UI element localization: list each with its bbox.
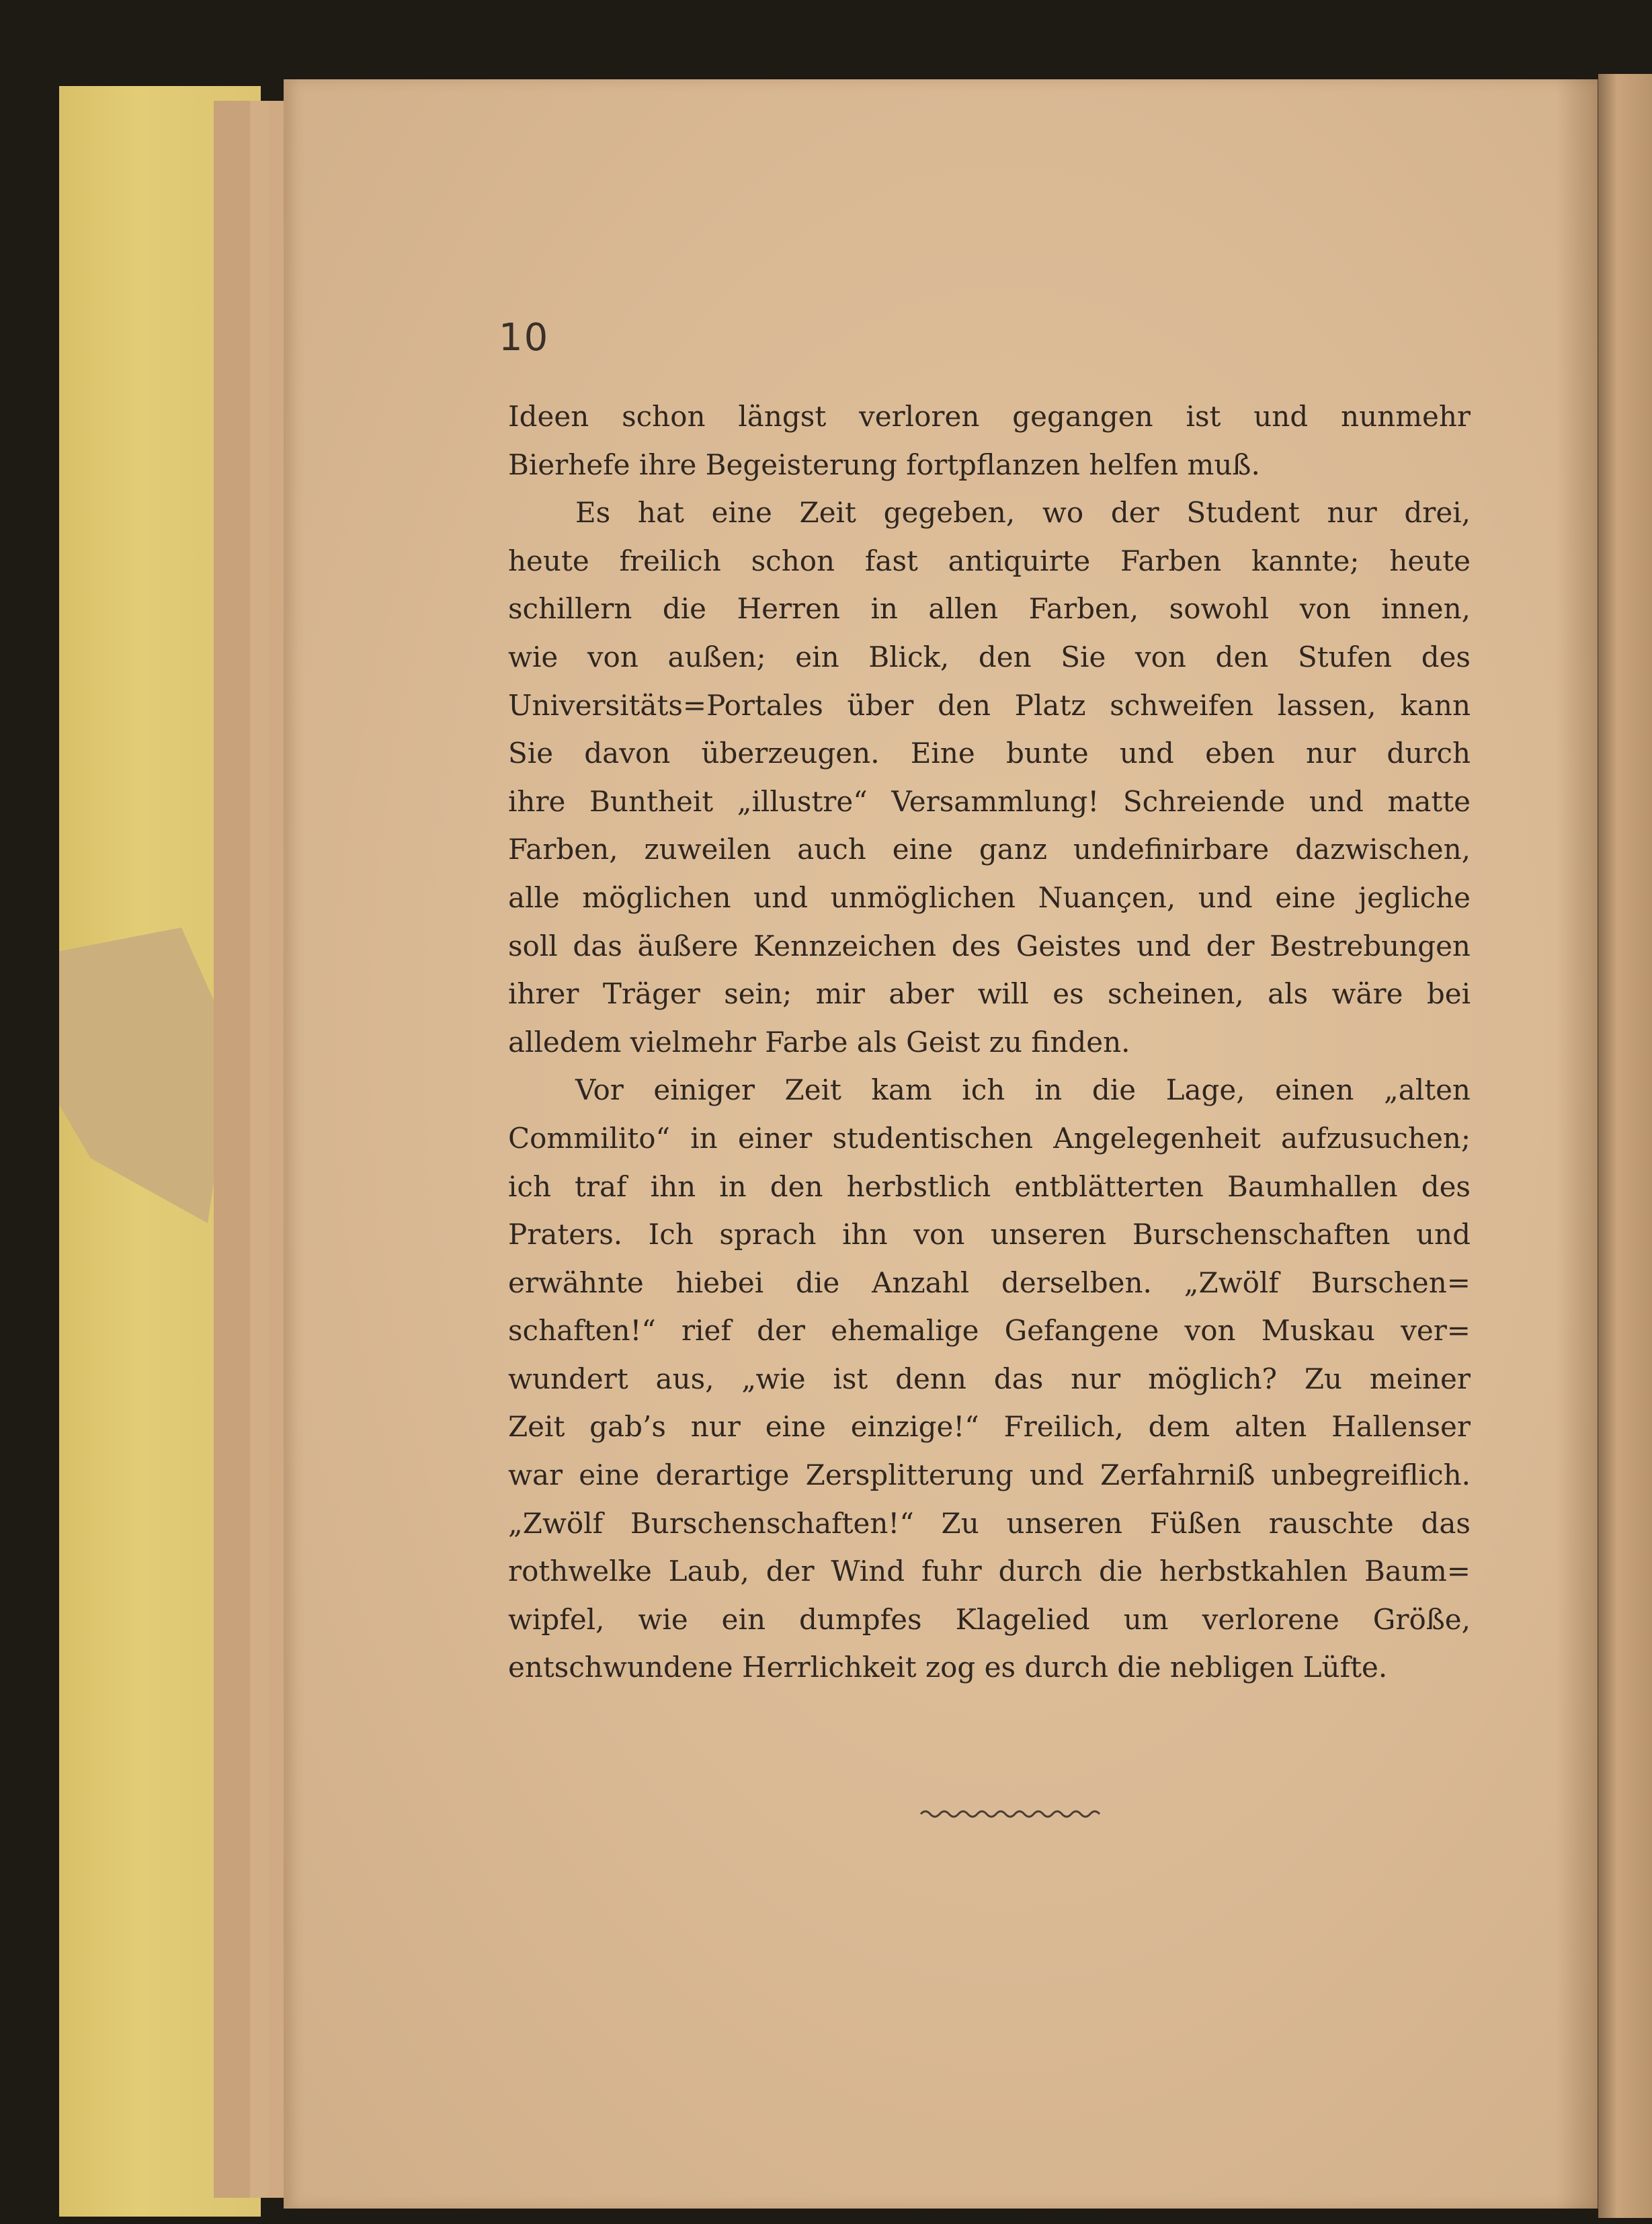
text-line: ihre Buntheit „illustre“ Versammlung! Schreiende und matte bbox=[508, 784, 1471, 818]
gutter-shadow bbox=[1556, 79, 1600, 2209]
text-line: Praters. Ich sprach ihn von unseren Burschenschaften und bbox=[508, 1218, 1471, 1251]
text-line: Vor einiger Zeit kam ich in die Lage, einen „alten bbox=[575, 1073, 1471, 1107]
text-line: erwähnte hiebei die Anzahl derselben. „Zwölf Burschen= bbox=[508, 1266, 1471, 1299]
facing-page-edge bbox=[1598, 74, 1652, 2218]
text-line: wipfel, wie ein dumpfes Klagelied um verlorene Größe, bbox=[508, 1602, 1471, 1636]
ornamental-squiggle-divider bbox=[917, 1804, 1106, 1824]
text-line: Commilito“ in einer studentischen Angelegenheit aufzusuchen; bbox=[508, 1121, 1471, 1155]
text-line: alledem vielmehr Farbe als Geist zu finden. bbox=[508, 1025, 1130, 1059]
text-line: schillern die Herren in allen Farben, sowohl von innen, bbox=[508, 592, 1471, 626]
text-line: Es hat eine Zeit gegeben, wo der Student nur drei, bbox=[575, 496, 1471, 530]
text-line: „Zwölf Burschenschaften!“ Zu unseren Füßen rauschte das bbox=[508, 1506, 1471, 1540]
text-line: Ideen schon längst verloren gegangen ist und nunmehr bbox=[508, 400, 1471, 433]
text-line: wundert aus, „wie ist denn das nur möglich? Zu meiner bbox=[508, 1362, 1471, 1395]
text-line: rothwelke Laub, der Wind fuhr durch die herbstkahlen Baum= bbox=[508, 1555, 1471, 1588]
body-text bbox=[508, 393, 1471, 1692]
text-line: Zeit gab’s nur eine einzige!“ Freilich, dem alten Hallenser bbox=[508, 1410, 1471, 1444]
text-line: ihrer Träger sein; mir aber will es scheinen, als wäre bei bbox=[508, 977, 1471, 1011]
text-line: schaften!“ rief der ehemalige Gefangene von Muskau ver= bbox=[508, 1314, 1471, 1348]
text-line: soll das äußere Kennzeichen des Geistes und der Bestrebungen bbox=[508, 929, 1471, 962]
text-line: Farben, zuweilen auch eine ganz undefinirbare dazwischen, bbox=[508, 833, 1471, 866]
text-line: war eine derartige Zersplitterung und Zerfahrniß unbegreiflich. bbox=[508, 1458, 1471, 1492]
page-number: 10 bbox=[499, 316, 550, 360]
text-line: Universitäts=Portales über den Platz schweifen lassen, kann bbox=[508, 688, 1471, 722]
text-line: wie von außen; ein Blick, den Sie von den Stufen des bbox=[508, 640, 1471, 673]
text-line: Bierhefe ihre Begeisterung fortpflanzen helfen muß. bbox=[508, 448, 1260, 481]
text-line: alle möglichen und unmöglichen Nuançen, und eine jegliche bbox=[508, 880, 1471, 914]
text-line: Sie davon überzeugen. Eine bunte und eben nur durch bbox=[508, 737, 1471, 770]
text-line: entschwundene Herrlichkeit zog es durch die nebligen Lüfte. bbox=[508, 1651, 1388, 1684]
text-line: ich traf ihn in den herbstlich entblätterten Baumhallen des bbox=[508, 1169, 1471, 1203]
text-line: heute freilich schon fast antiquirte Farben kannte; heute bbox=[508, 544, 1471, 577]
